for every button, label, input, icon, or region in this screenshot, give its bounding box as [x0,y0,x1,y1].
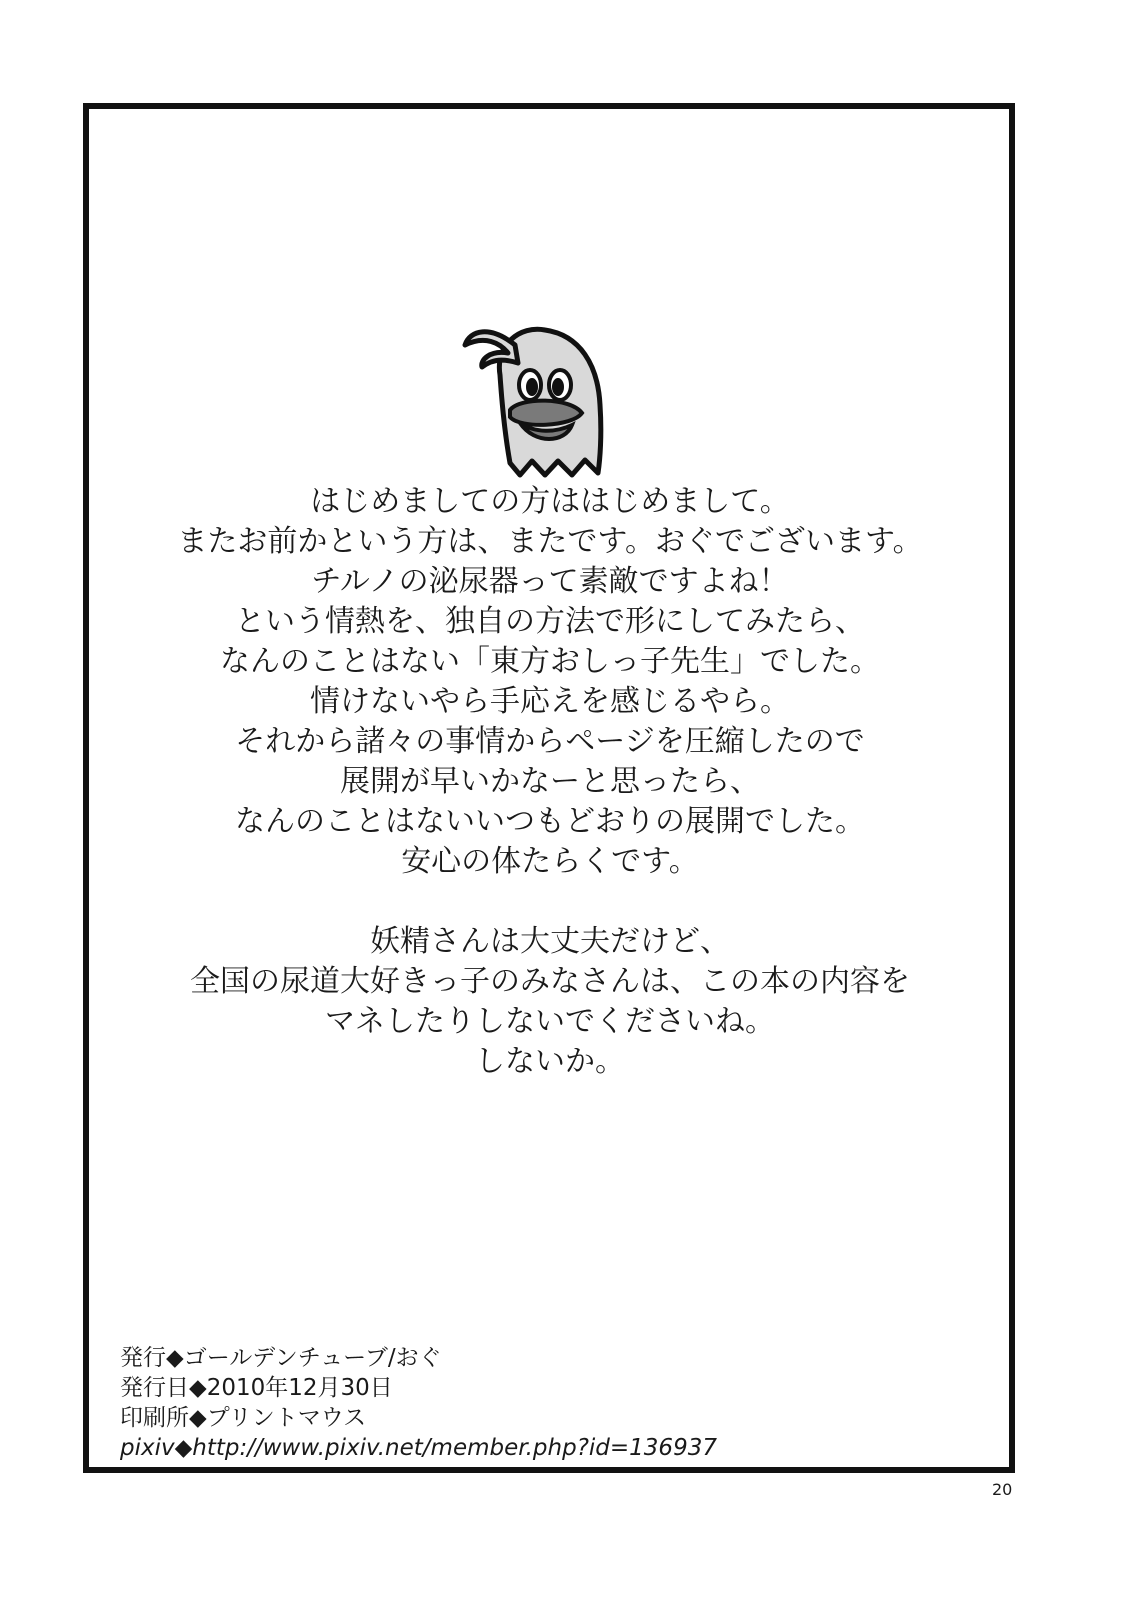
message-line: マネしたりしないでくださいね。 [325,1004,775,1039]
message-line: 情けないやら手応えを感じるやら。 [310,684,790,719]
colophon-printer: 印刷所◆プリントマウス [120,1405,367,1431]
message-line: なんのことはない「東方おしっ子先生」でした。 [220,644,880,679]
message-line: という情熱を、独自の方法で形にしてみたら、 [235,604,865,639]
afterword-message [120,482,980,1082]
message-line: 展開が早いかなーと思ったら、 [340,764,760,799]
colophon-publisher: 発行◆ゴールデンチューブ/おぐ [120,1345,442,1371]
message-line: チルノの泌尿器って素敵ですよね！ [311,564,789,599]
colophon-pixiv-link: pixiv◆http://www.pixiv.net/member.php?id=136937 [120,1435,717,1461]
message-line: 全国の尿道大好きっ子のみなさんは、この本の内容を [190,964,910,999]
message-line: 安心の体たらくです。 [401,844,699,879]
page-number: 20 [992,1480,1013,1499]
colophon [120,1343,717,1463]
message-line: またお前かという方は、またです。おぐでございます。 [177,524,923,559]
message-line: 妖精さんは大丈夫だけど、 [370,924,730,959]
message-line: しないか。 [475,1044,625,1079]
message-line: はじめましての方ははじめまして。 [310,484,790,519]
ghost-bird-mascot-icon [460,305,610,485]
message-line: それから諸々の事情からページを圧縮したので [235,724,865,759]
message-line: なんのことはないいつもどおりの展開でした。 [235,804,865,839]
colophon-date: 発行日◆2010年12月30日 [120,1375,393,1401]
paragraph-gap [120,882,980,922]
